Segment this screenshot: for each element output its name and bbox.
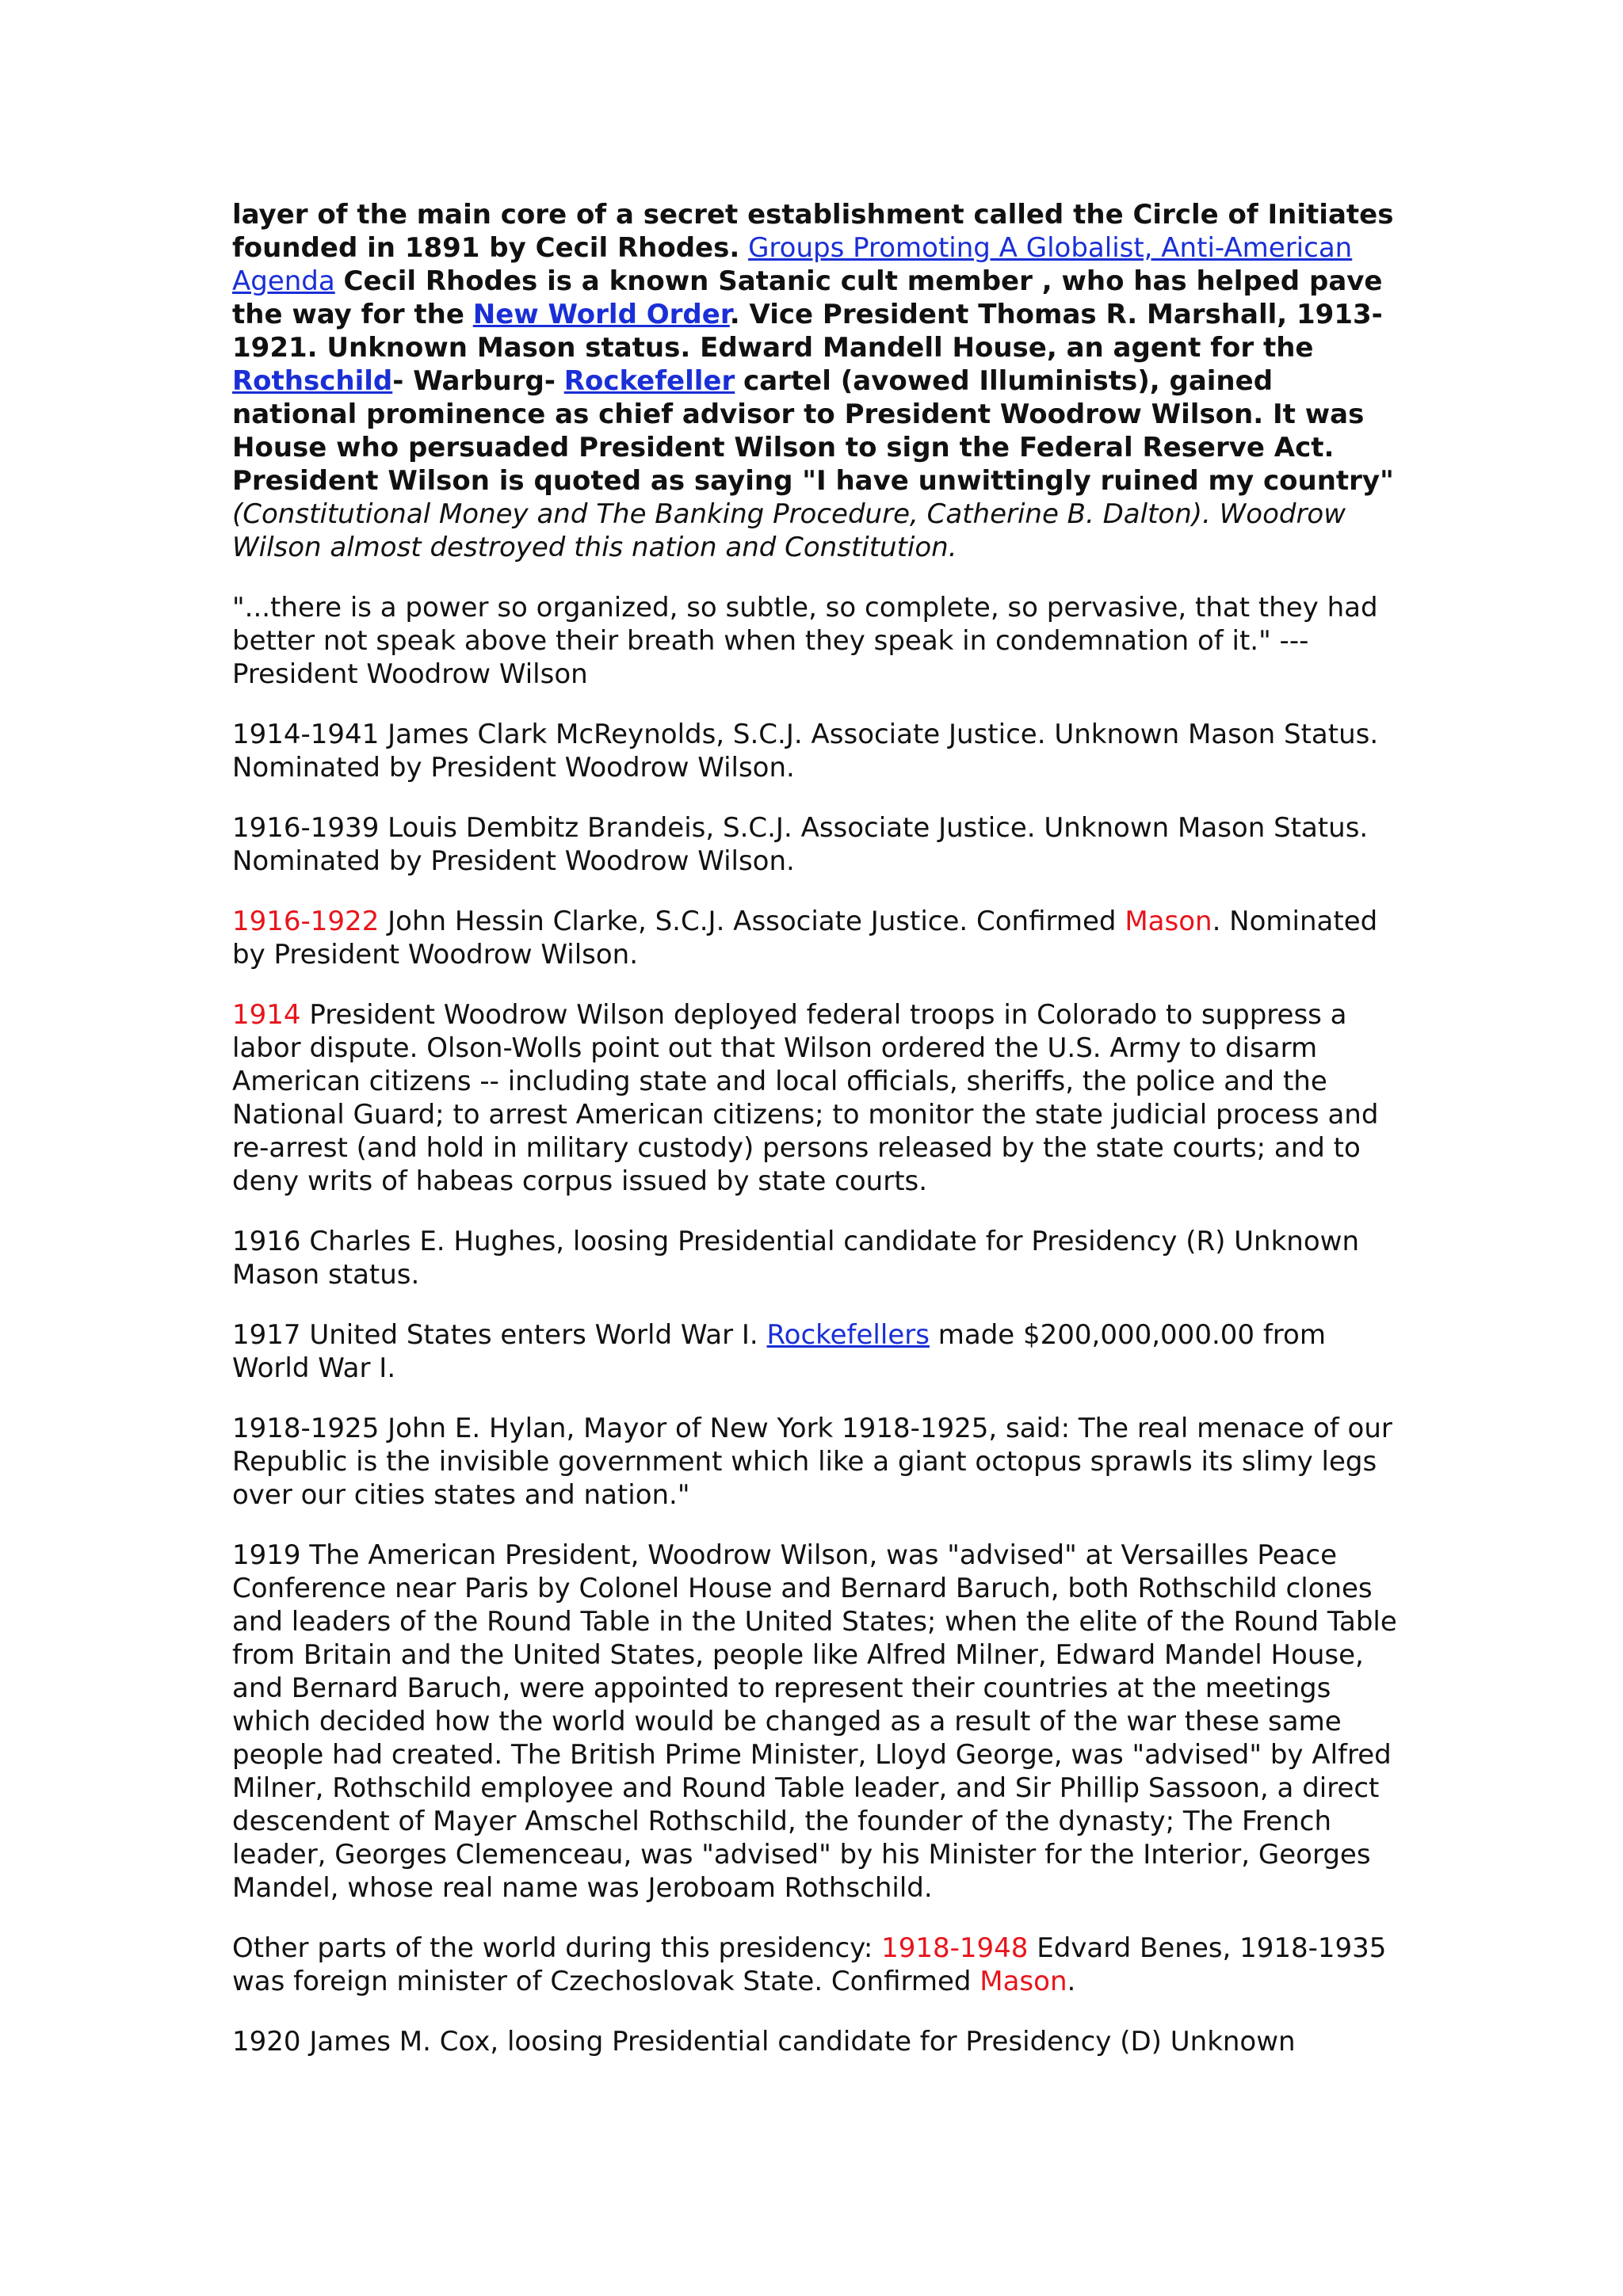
link-rockefeller[interactable]: Rockefeller — [563, 365, 735, 397]
bold-text: - Warburg- — [392, 365, 556, 397]
link-rockefellers[interactable]: Rockefellers — [766, 1319, 930, 1351]
document-page — [232, 198, 1397, 2085]
paragraph-hylan: 1918-1925 John E. Hylan, Mayor of New York 1918-1925, said: The real menace of our Republic is the invisible government which like a giant octopus sprawls its slimy legs over our cities states and nation." — [232, 1413, 1392, 1511]
link-new-world-order[interactable]: New World Order — [472, 299, 730, 330]
bold-text: . Vice President Thomas R. Marshall, 1913-1921. Unknown Mason status. Edward Mandell House, an agent for the — [232, 299, 1383, 364]
paragraph-text: Edvard Benes, 1918-1935 was foreign minister of Czechoslovak State. Confirmed — [232, 1932, 1387, 1997]
year-highlight: 1916-1922 — [232, 906, 380, 937]
year-highlight: 1914 — [232, 999, 301, 1031]
mason-highlight: Mason — [1125, 906, 1212, 937]
paragraph-benes — [232, 1932, 1397, 1998]
italic-citation: (Constitutional Money and The Banking Procedure, Catherine B. Dalton). Woodrow Wilson almost destroyed this nation and Constitution. — [232, 498, 1346, 563]
bold-text: Cecil Rhodes is a known Satanic cult member , who has helped pave the way for the — [232, 265, 1383, 330]
paragraph-text: President Woodrow Wilson deployed federal troops in Colorado to suppress a labor dispute. Olson-Wolls point out that Wilson ordered the U.S. Army to disarm American citizens -- including state and local officials, sheriffs, the police and the National Guard; to arrest American citizens; to monitor the state judicial process and re-arrest (and hold in military custody) persons released by the state courts; and to deny writs of habeas corpus issued by state courts. — [232, 999, 1379, 1197]
link-rothschild[interactable]: Rothschild — [232, 365, 393, 397]
year-highlight: 1918-1948 — [881, 1932, 1029, 1964]
bold-text: cartel (avowed Illuminists), gained national prominence as chief advisor to President Woodrow Wilson. It was House who persuaded President Wilson to sign the Federal Reserve Act. President Wilson is quoted as saying "I have unwittingly ruined my country" — [232, 365, 1394, 497]
paragraph-world-war-one — [232, 1318, 1397, 1385]
paragraph-text: . — [1067, 1966, 1076, 1997]
paragraph-clarke — [232, 905, 1397, 971]
paragraph-colorado-troops — [232, 998, 1397, 1198]
paragraph-brandeis: 1916-1939 Louis Dembitz Brandeis, S.C.J. Associate Justice. Unknown Mason Status. Nominated by President Woodrow Wilson. — [232, 812, 1369, 877]
paragraph-wilson-quote: "...there is a power so organized, so subtle, so complete, so pervasive, that they had better not speak above their breath when they speak in condemnation of it." --- President Woodrow Wilson — [232, 592, 1378, 690]
paragraph-cox: 1920 James M. Cox, loosing Presidential candidate for Presidency (D) Unknown — [232, 2026, 1296, 2058]
paragraph-text: Other parts of the world during this presidency: — [232, 1932, 873, 1964]
mason-highlight: Mason — [980, 1966, 1067, 1997]
paragraph-text: . Nominated by President Woodrow Wilson. — [232, 906, 1378, 971]
link-groups-promoting-globalist-agenda[interactable]: Groups Promoting A Globalist, Anti-American Agenda — [232, 232, 1353, 297]
bold-text: layer of the main core of a secret establishment called the Circle of Initiates founded in 1891 by Cecil Rhodes. — [232, 199, 1394, 264]
paragraph-text: John Hessin Clarke, S.C.J. Associate Justice. Confirmed — [388, 906, 1117, 937]
paragraph-hughes: 1916 Charles E. Hughes, loosing Presidential candidate for Presidency (R) Unknown Mason status. — [232, 1226, 1360, 1291]
paragraph-text: 1917 United States enters World War I. — [232, 1319, 758, 1351]
paragraph-versailles: 1919 The American President, Woodrow Wilson, was "advised" at Versailles Peace Conference near Paris by Colonel House and Bernard Baruch, both Rothschild clones and leaders of the Round Table in the United States; when the elite of the Round Table from Britain and the United States, people like Alfred Milner, Edward Mandel House, and Bernard Baruch, were appointed to represent their countries at the meetings which decided how the world would be changed as a result of the war these same people had created. The British Prime Minister, Lloyd George, was "advised" by Alfred Milner, Rothschild employee and Round Table leader, and Sir Phillip Sassoon, a direct descendent of Mayer Amschel Rothschild, the founder of the dynasty; The French leader, Georges Clemenceau, was "advised" by his Minister for the Interior, Georges Mandel, whose real name was Jeroboam Rothschild. — [232, 1539, 1397, 1904]
paragraph-text: made $200,000,000.00 from World War I. — [232, 1319, 1326, 1384]
paragraph-mcreynolds: 1914-1941 James Clark McReynolds, S.C.J. Associate Justice. Unknown Mason Status. Nominated by President Woodrow Wilson. — [232, 719, 1379, 784]
paragraph-circle-of-initiates — [232, 198, 1397, 564]
